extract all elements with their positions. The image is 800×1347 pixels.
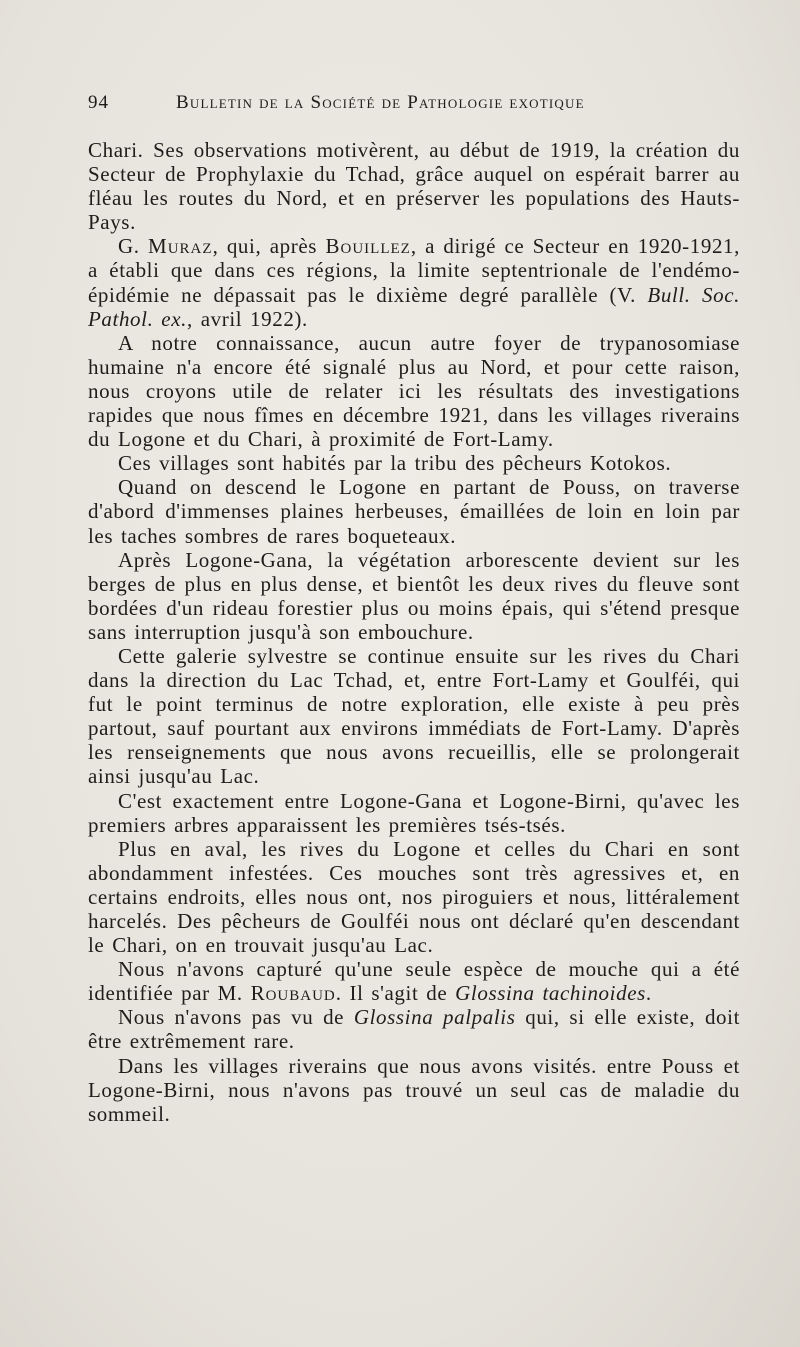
text-run: Plus en aval, les rives du Logone et celles du Chari en sont abondamment infestées. Ces mouches sont très agressives et, en certains endroits, elles nous ont, nos piroguiers et nous, littéralement harcelés. Des pêcheurs de Goulféi nous ont déclaré qu'en descendant le Chari, on en trouvait jusqu'au Lac. <box>88 836 740 958</box>
paragraph <box>88 789 740 837</box>
paragraph <box>88 644 740 789</box>
paragraph <box>88 138 740 234</box>
paragraph <box>88 234 740 330</box>
text-run: Ces villages sont habités par la tribu des pêcheurs Kotokos. <box>118 451 672 476</box>
italic-text: Glossina tachinoides <box>455 981 646 1006</box>
text-run: . Il s'agit de <box>335 981 456 1006</box>
text-run: , a dirigé ce Secteur en 1920-1921, a établi que dans ces régions, la limite septentrionale de l'endémo-épidémie ne dépassait pas le dixième degré parallèle (V. <box>88 234 740 307</box>
author-name: Muraz <box>148 234 213 259</box>
body-text <box>88 138 740 1126</box>
paragraph <box>88 1054 740 1126</box>
text-run: Nous n'avons pas vu de <box>118 1005 354 1030</box>
paragraph <box>88 837 740 957</box>
text-run: Nous n'avons capturé qu'une seule espèce de mouche qui a été identifiée par M. <box>88 957 740 1006</box>
paragraph <box>88 451 740 475</box>
text-run: , avril 1922). <box>187 306 308 331</box>
paragraph <box>88 1005 740 1053</box>
text-run: Dans les villages riverains que nous avons visités. entre Pouss et Logone-Birni, nous n'avons pas trouvé un seul cas de maladie du sommeil. <box>88 1053 740 1126</box>
text-run: Chari. Ses observations motivèrent, au début de 1919, la création du Secteur de Prophylaxie du Tchad, grâce auquel on espérait barrer au fléau les routes du Nord, et en préserver les populations des Hauts-Pays. <box>88 138 740 235</box>
text-run: Après Logone-Gana, la végétation arborescente devient sur les berges de plus en plus dense, et bientôt les deux rives du fleuve sont bordées d'un rideau forestier plus ou moins épais, qui s'étend presque sans interruption jusqu'à son embouchure. <box>88 547 740 644</box>
text-run: C'est exactement entre Logone-Gana et Logone-Birni, qu'avec les premiers arbres apparaissent les premières tsés-tsés. <box>88 788 740 837</box>
page-number: 94 <box>88 92 109 113</box>
text-run: qui, si elle existe, doit être extrêmement rare. <box>88 1005 741 1054</box>
paragraph <box>88 331 740 451</box>
running-title: Bulletin de la Société de Pathologie exotique <box>176 92 585 113</box>
page-header <box>88 92 748 116</box>
text-run: A notre connaissance, aucun autre foyer de trypanosomiase humaine n'a encore été signalé plus au Nord, et pour cette raison, nous croyons utile de relater ici les résultats des investigations rapides que nous fîmes en décembre 1921, dans les villages riverains du Logone et du Chari, à proximité de Fort-Lamy. <box>88 330 740 452</box>
italic-text: Bull. Soc. Pathol. ex. <box>88 282 740 331</box>
paragraph <box>88 957 740 1005</box>
paragraph <box>88 548 740 644</box>
paragraph <box>88 475 740 547</box>
italic-text: Glossina palpalis <box>353 1005 516 1030</box>
text-run: Quand on descend le Logone en partant de Pouss, on traverse d'abord d'immenses plaines herbeuses, émaillées de loin en loin par les taches sombres de rares boqueteaux. <box>88 475 740 548</box>
text-run: Cette galerie sylvestre se continue ensuite sur les rives du Chari dans la direction du Lac Tchad, et, entre Fort-Lamy et Goulféi, qui fut le point terminus de notre exploration, elle existe à peu près partout, sauf pourtant aux environs immédiats de Fort-Lamy. D'après les renseignements que nous avons recueillis, elle se prolongerait ainsi jusqu'au Lac. <box>88 643 740 789</box>
text-run: G. <box>118 234 149 259</box>
author-name: Roubaud <box>250 981 336 1006</box>
text-run: , qui, après <box>212 234 326 259</box>
author-name: Bouillez <box>325 234 411 259</box>
text-run: . <box>645 981 652 1006</box>
